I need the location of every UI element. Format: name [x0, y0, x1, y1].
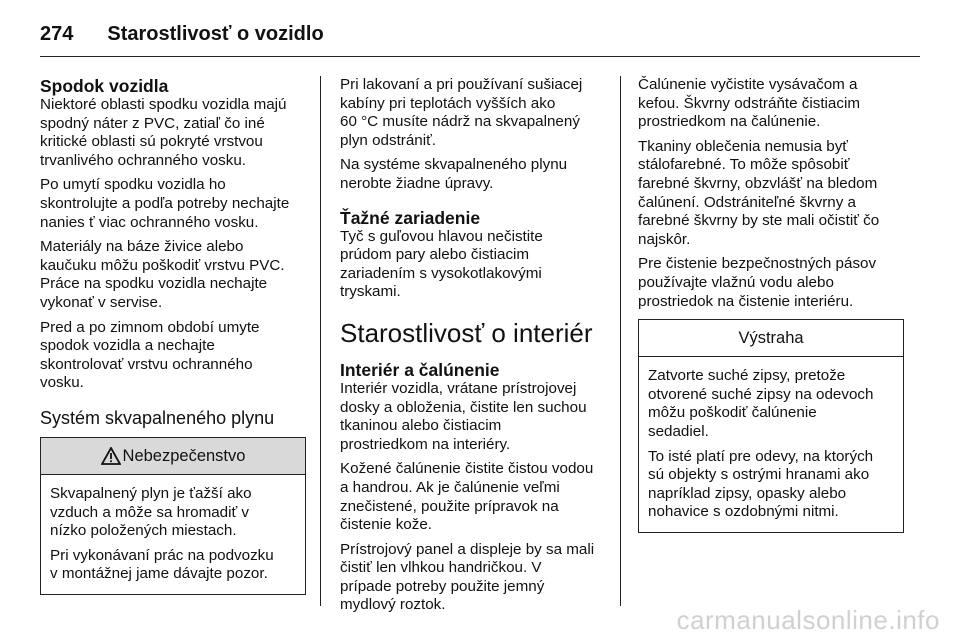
warning-triangle-icon: [101, 447, 121, 465]
column-3: [638, 76, 904, 533]
chapter-heading-interior: Starostlivosť o interiér: [340, 317, 593, 348]
column-1: [40, 76, 306, 595]
paragraph: Niektoré oblasti spodku vozidla majú spodný náter z PVC, zatiaľ čo iné kritické oblasti sú pokryté vrstvou trvanlivého ochranného vosku.: [40, 96, 287, 169]
section-heading-upholstery: Interiér a čalúnenie: [340, 359, 500, 380]
paragraph: Tkaniny oblečenia nemusia byť stálofarebné. To môže spôsobiť farebné škvrny, obzvlášť na bledom čalúnení. Odstrániteľné škvrny a farebné škvrny by ste mali očistiť čo najskôr.: [638, 137, 880, 248]
paragraph: To isté platí pre odevy, na ktorých sú objekty s ostrými hranami ako napríklad zipsy, opasky alebo nohavice s ozdobnými nitmi.: [648, 447, 874, 521]
danger-box-title: Nebezpečenstvo: [122, 446, 246, 465]
paragraph: Na systéme skvapalneného plynu nerobte žiadne úpravy.: [340, 156, 568, 192]
danger-box-header: [41, 438, 305, 475]
header-divider: [40, 56, 920, 57]
paragraph: Interiér vozidla, vrátane prístrojovej dosky a obloženia, čistite len suchou tkaninou alebo čistiacim prostriedkom na interiéry.: [340, 379, 587, 453]
warning-box: [638, 319, 904, 533]
paragraph: Materiály na báze živice alebo kaučuku môžu poškodiť vrstvu PVC. Práce na spodku vozidla nechajte vykonať v servise.: [40, 238, 285, 311]
paragraph: Po umytí spodku vozidla ho skontrolujte a podľa potreby nechajte nanies ť viac ochranného vosku.: [40, 176, 290, 231]
warning-box-body: [639, 357, 903, 532]
danger-box-body: [41, 475, 305, 594]
paragraph: Prístrojový panel a displeje by sa mali čistiť len vlhkou handričkou. V prípade potreby použite jemný mydlový roztok.: [340, 540, 595, 614]
page-header: [40, 14, 920, 54]
section-heading-towing: Ťažné zariadenie: [340, 207, 481, 228]
column-divider-2: [620, 76, 621, 606]
warning-box-header: [639, 320, 903, 357]
column-divider-1: [320, 76, 321, 606]
paragraph: Kožené čalúnenie čistite čistou vodou a handrou. Ak je čalúnenie veľmi znečistené, použite prípravok na čistenie kože.: [340, 460, 594, 534]
column-2: [340, 76, 606, 621]
chapter-title: Starostlivosť o vozidlo: [107, 22, 324, 45]
page-number: 274: [40, 22, 74, 45]
warning-box-title: Výstraha: [738, 328, 804, 347]
paragraph: Zatvorte suché zipsy, pretože otvorené suché zipsy na odevoch môžu poškodiť čalúnenie sedadiel.: [648, 367, 874, 440]
paragraph: Pri vykonávaní prác na podvozku v montážnej jame dávajte pozor.: [50, 546, 274, 583]
paragraph: Pri lakovaní a pri používaní sušiacej kabíny pri teplotách vyšších ako 60 °C musíte nádrž na skvapalnený plyn odstrániť.: [340, 76, 583, 149]
paragraph: Skvapalnený plyn je ťažší ako vzduch a môže sa hromadiť v nízko položených miestach.: [50, 484, 252, 540]
watermark: carmanualsonline.info: [676, 605, 940, 635]
danger-box: [40, 437, 306, 595]
section-heading-lpg: Systém skvapalneného plynu: [40, 407, 275, 428]
paragraph: Pre čistenie bezpečnostných pásov používajte vlažnú vodu alebo prostriedok na čistenie interiéru.: [638, 255, 877, 310]
paragraph: Pred a po zimnom období umyte spodok vozidla a nechajte skontrolovať vrstvu ochranného vosku.: [40, 318, 260, 392]
paragraph: Tyč s guľovou hlavou nečistite prúdom pary alebo čistiacim zariadením s vysokotlakovými tryskami.: [340, 227, 543, 301]
section-heading-underbody: Spodok vozidla: [40, 76, 169, 96]
paragraph: Čalúnenie vyčistite vysávačom a kefou. Škvrny odstráňte čistiacim prostriedkom na čalúnenie.: [638, 76, 860, 131]
